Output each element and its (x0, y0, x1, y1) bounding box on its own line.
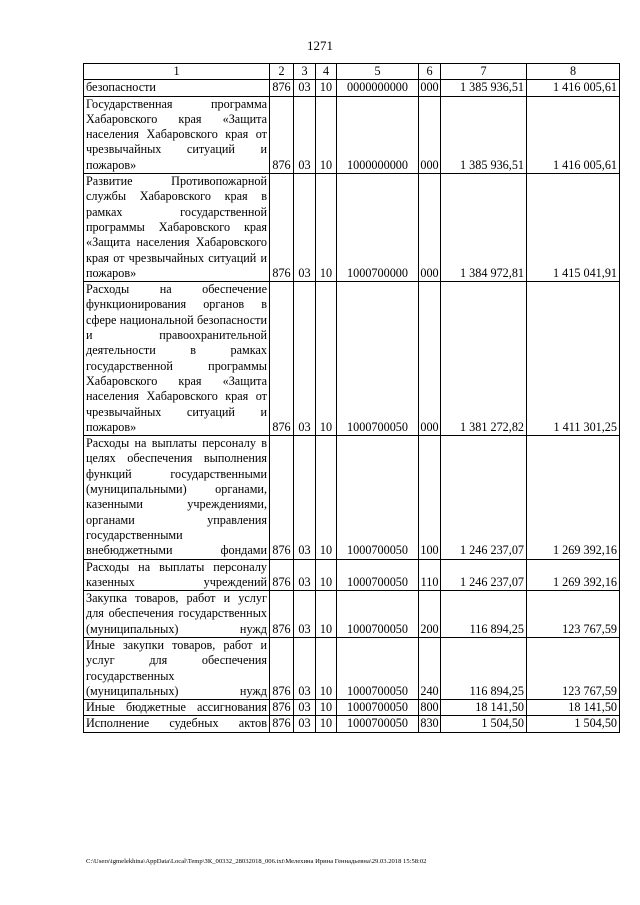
column-number: 5 (337, 64, 419, 80)
subsection-code: 10 (316, 96, 337, 173)
section-code: 03 (294, 282, 316, 436)
section-code: 03 (294, 559, 316, 591)
table-row (84, 174, 620, 282)
target-article-code: 1000000000 (337, 96, 419, 173)
expense-item-name: Иные закупки товаров, работ и услуг для обеспечения государственных (муниципальных) нужд (84, 637, 270, 699)
ministry-code: 876 (270, 282, 294, 436)
expense-item-name: Государственная программа Хабаровского края «Защита населения Хабаровского края от чрезвычайных ситуаций и пожаров» (84, 96, 270, 173)
expense-item-name: Исполнение судебных актов (84, 716, 270, 732)
target-article-code: 1000700050 (337, 700, 419, 716)
target-article-code: 1000700050 (337, 282, 419, 436)
subsection-code: 10 (316, 559, 337, 591)
section-code: 03 (294, 637, 316, 699)
target-article-code: 1000700050 (337, 559, 419, 591)
expense-item-name: Иные бюджетные ассигнования (84, 700, 270, 716)
ministry-code: 876 (270, 436, 294, 559)
expense-type-code: 000 (419, 96, 441, 173)
expense-item-name: Расходы на выплаты персоналу казенных учреждений (84, 559, 270, 591)
table-body (84, 80, 620, 732)
expense-type-code: 000 (419, 282, 441, 436)
subsection-code: 10 (316, 637, 337, 699)
amount-year-2: 1 269 392,16 (527, 559, 620, 591)
amount-year-1: 1 384 972,81 (441, 174, 527, 282)
budget-table (83, 63, 620, 733)
amount-year-1: 1 504,50 (441, 716, 527, 732)
ministry-code: 876 (270, 174, 294, 282)
expense-type-code: 000 (419, 174, 441, 282)
amount-year-2: 1 416 005,61 (527, 96, 620, 173)
file-path-footer: C:\Users\igmelekhina\AppData\Local\Temp\ЗК_00332_28032018_006.txt\Мелехина Ирина Геннадьевна\29.03.2018 15:58:02 (86, 858, 427, 865)
column-number: 7 (441, 64, 527, 80)
ministry-code: 876 (270, 559, 294, 591)
section-code: 03 (294, 591, 316, 638)
amount-year-1: 1 385 936,51 (441, 96, 527, 173)
expense-type-code: 800 (420, 700, 439, 715)
expense-item-name: Расходы на обеспечение функционирования органов в сфере национальной безопасности и правоохранительной деятельности в рамках государственной программы Хабаровского края «Защита населения Хабаровского края от чрезвычайных ситуаций и пожаров» (84, 282, 270, 436)
amount-year-2: 123 767,59 (527, 637, 620, 699)
section-code: 03 (294, 700, 316, 716)
table-row (84, 637, 620, 699)
expense-item-name: Развитие Противопожарной службы Хабаровского края в рамках государственной программы Хабаровского края «Защита населения Хабаровского края от чрезвычайных ситуаций и пожаров» (84, 174, 270, 282)
subsection-code: 10 (316, 591, 337, 638)
amount-year-1: 1 385 936,51 (441, 80, 527, 96)
section-code: 03 (294, 96, 316, 173)
subsection-code: 10 (316, 80, 337, 96)
subsection-code: 10 (316, 174, 337, 282)
subsection-code: 10 (316, 436, 337, 559)
expense-type-code: 110 (419, 559, 441, 591)
amount-year-2: 18 141,50 (527, 700, 620, 716)
target-article-code: 1000700000 (337, 174, 419, 282)
expense-type-code: 100 (419, 436, 441, 559)
column-number: 8 (527, 64, 620, 80)
expense-item-name: Расходы на выплаты персоналу в целях обеспечения выполнения функций государственными (муниципальными) органами, казенными учреждениями, органами управления государственными внебюджетными фондами (84, 436, 270, 559)
table-row (84, 591, 620, 638)
target-article-code: 1000700050 (337, 637, 419, 699)
amount-year-1: 116 894,25 (441, 637, 527, 699)
column-number: 4 (316, 64, 337, 80)
page-number: 1271 (307, 38, 333, 53)
expense-item-name: безопасности (84, 80, 270, 96)
amount-year-2: 1 411 301,25 (527, 282, 620, 436)
target-article-code: 0000000000 (337, 80, 419, 96)
table-row (84, 559, 620, 591)
subsection-code: 10 (316, 282, 337, 436)
target-article-code: 1000700050 (337, 436, 419, 559)
ministry-code: 876 (270, 716, 294, 732)
column-number-row (84, 64, 620, 80)
expense-type-code: 200 (419, 591, 441, 638)
amount-year-1: 1 246 237,07 (441, 559, 527, 591)
table-row (84, 436, 620, 559)
amount-year-2: 1 269 392,16 (527, 436, 620, 559)
column-number: 6 (419, 64, 441, 80)
amount-year-2: 123 767,59 (527, 591, 620, 638)
amount-year-2: 1 416 005,61 (527, 80, 620, 96)
ministry-code: 876 (270, 591, 294, 638)
table-row (84, 96, 620, 173)
column-number: 1 (84, 64, 270, 80)
ministry-code: 876 (270, 96, 294, 173)
section-code: 03 (294, 436, 316, 559)
subsection-code: 10 (316, 716, 337, 732)
ministry-code: 876 (270, 700, 294, 716)
section-code: 03 (294, 80, 316, 96)
amount-year-1: 116 894,25 (441, 591, 527, 638)
column-number: 3 (294, 64, 316, 80)
amount-year-2: 1 504,50 (527, 716, 620, 732)
column-number: 2 (270, 64, 294, 80)
expense-type-code: 000 (420, 80, 439, 95)
expense-type-code: 240 (419, 637, 441, 699)
table-row (84, 80, 620, 96)
expense-item-name: Закупка товаров, работ и услуг для обеспечения государственных (муниципальных) нужд (84, 591, 270, 638)
amount-year-1: 1 246 237,07 (441, 436, 527, 559)
target-article-code: 1000700050 (337, 716, 419, 732)
table-row (84, 700, 620, 716)
target-article-code: 1000700050 (337, 591, 419, 638)
section-code: 03 (294, 716, 316, 732)
table-row (84, 282, 620, 436)
amount-year-2: 1 415 041,91 (527, 174, 620, 282)
section-code: 03 (294, 174, 316, 282)
amount-year-1: 18 141,50 (441, 700, 527, 716)
subsection-code: 10 (316, 700, 337, 716)
table-row (84, 716, 620, 732)
ministry-code: 876 (270, 80, 294, 96)
ministry-code: 876 (270, 637, 294, 699)
amount-year-1: 1 381 272,82 (441, 282, 527, 436)
expense-type-code: 830 (420, 716, 439, 731)
